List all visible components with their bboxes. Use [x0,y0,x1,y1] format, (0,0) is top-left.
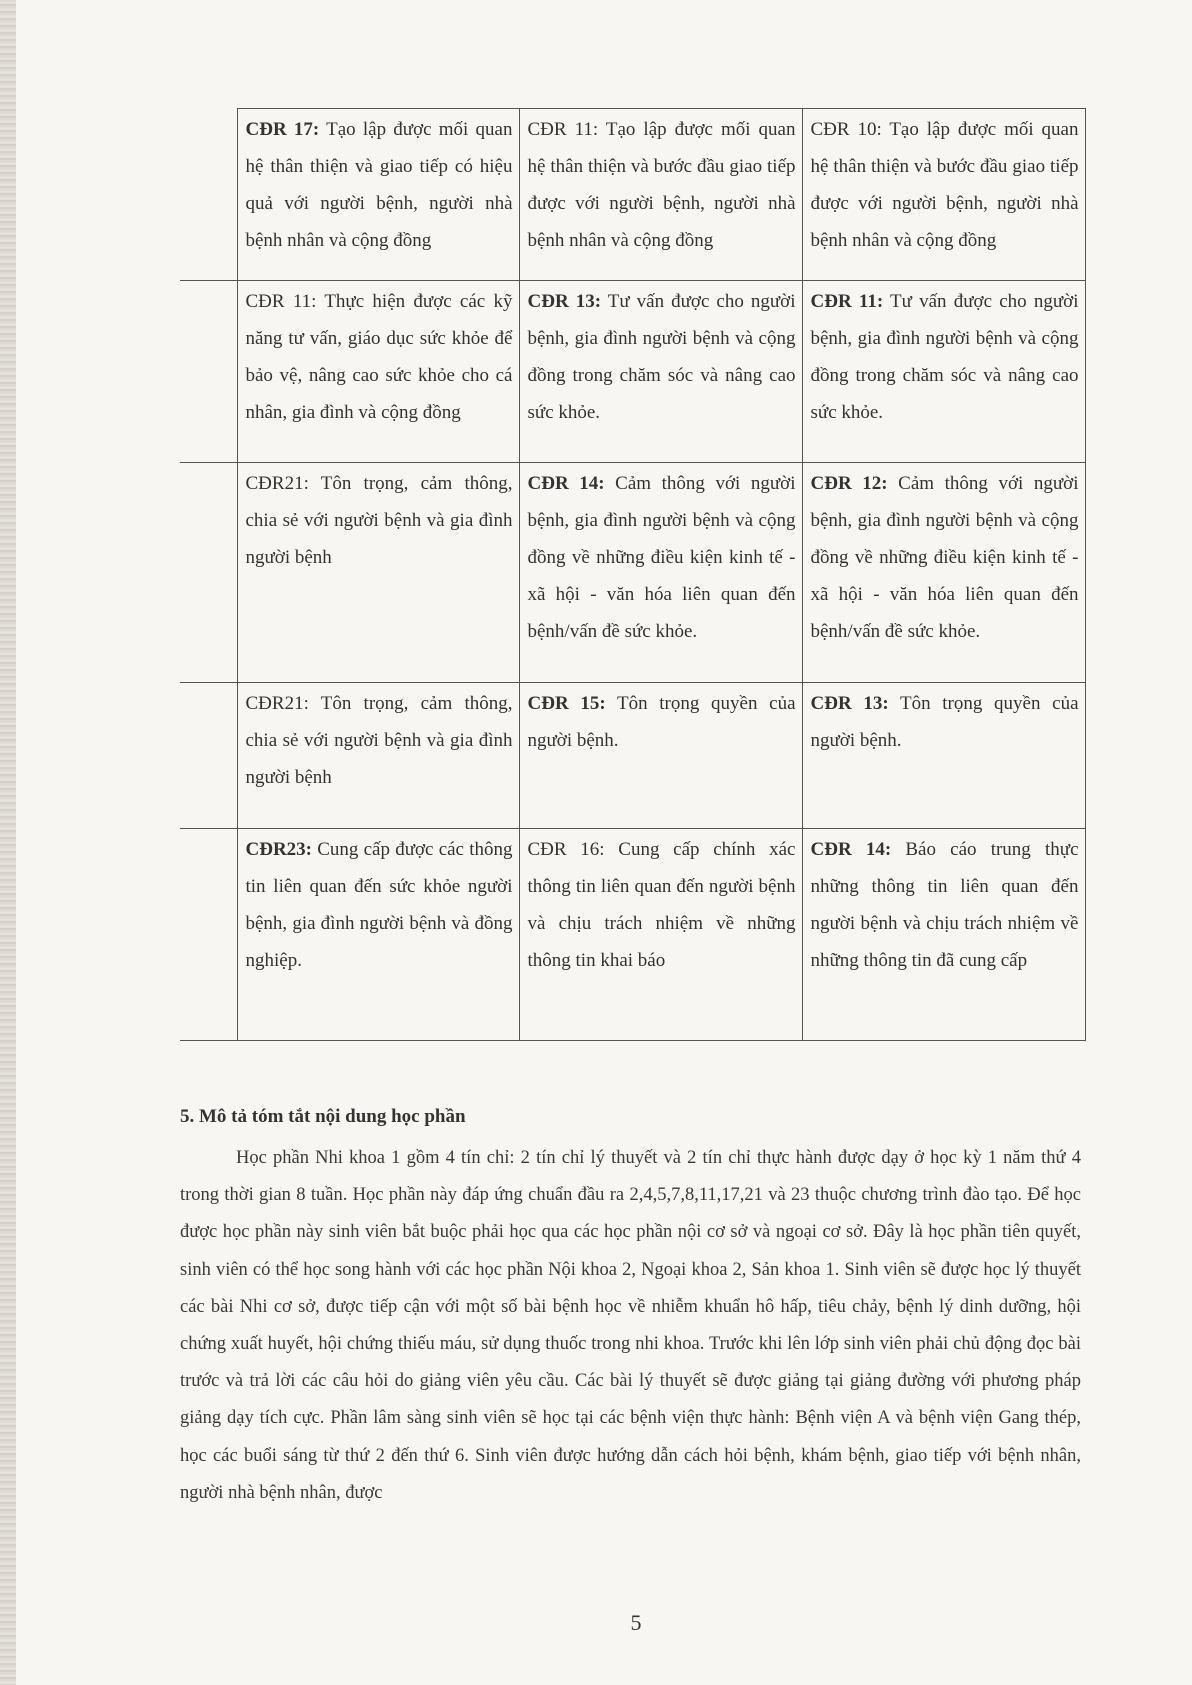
table-cell [237,829,519,1041]
outcome-code: CĐR 14: [810,839,892,860]
blank-cell [180,463,237,683]
table-row [180,109,1085,281]
table-row [180,281,1085,463]
blank-cell [180,683,237,829]
outcome-code: CĐR23: [245,839,312,860]
outcome-text: Tôn trọng, cảm thông, chia sẻ với người bệnh và gia đình người bệnh [245,693,513,788]
table-cell [519,281,802,463]
outcome-code: CĐR 11: [810,291,884,312]
outcome-code: CĐR21: [245,473,309,494]
outcome-code: CĐR 12: [810,473,888,494]
outcome-code: CĐR 11: [527,119,599,140]
table-cell [802,281,1085,463]
table-cell [802,109,1085,281]
outcome-text: Tư vấn được cho người bệnh, gia đình người bệnh và cộng đồng trong chăm sóc và nâng cao sức khỏe. [810,291,1079,423]
table-row [180,829,1085,1041]
outcome-code: CĐR 11: [245,291,317,312]
table-cell [237,683,519,829]
table-cell [519,829,802,1041]
outcome-code: CĐR 14: [527,473,605,494]
outcome-text: Cảm thông với người bệnh, gia đình người bệnh và cộng đồng về những điều kiện kinh tế - xã hội - văn hóa liên quan đến bệnh/vấn đề sức khỏe. [810,473,1079,642]
table-cell [519,683,802,829]
outcome-code: CĐR 13: [810,693,889,714]
outcome-text: Báo cáo trung thực những thông tin liên quan đến người bệnh và chịu trách nhiệm về những thông tin đã cung cấp [810,839,1079,971]
outcome-text: Tạo lập được mối quan hệ thân thiện và giao tiếp có hiệu quả với người bệnh, người nhà bệnh nhân và cộng đồng [245,119,513,251]
outcome-code: CĐR 13: [527,291,602,312]
outcome-text: Cảm thông với người bệnh, gia đình người bệnh và cộng đồng về những điều kiện kinh tế - xã hội - văn hóa liên quan đến bệnh/vấn đề sức khỏe. [527,473,796,642]
outcome-code: CĐR 17: [245,119,320,140]
outcome-text: Tôn trọng, cảm thông, chia sẻ với người bệnh và gia đình người bệnh [245,473,513,568]
table-cell [519,109,802,281]
table-cell [802,683,1085,829]
outcome-text: Tạo lập được mối quan hệ thân thiện và bước đầu giao tiếp được với người bệnh, người nhà bệnh nhân và cộng đồng [527,119,796,251]
table-row [180,463,1085,683]
learning-outcomes-table [180,108,1086,1041]
outcome-text: Cung cấp được các thông tin liên quan đến sức khỏe người bệnh, gia đình người bệnh và đồng nghiệp. [245,839,513,971]
outcome-text: Cung cấp chính xác thông tin liên quan đến người bệnh và chịu trách nhiệm về những thông tin khai báo [527,839,796,971]
table-cell [802,829,1085,1041]
outcome-text: Thực hiện được các kỹ năng tư vấn, giáo dục sức khỏe để bảo vệ, nâng cao sức khỏe cho cá nhân, gia đình và cộng đồng [245,291,513,423]
outcome-code: CĐR 15: [527,693,606,714]
scan-edge-strip [0,0,16,1685]
table-cell [802,463,1085,683]
table-cell [237,463,519,683]
table-cell [519,463,802,683]
blank-cell [180,281,237,463]
outcome-code: CĐR21: [245,693,309,714]
outcome-code: CĐR 10: [810,119,882,140]
blank-cell [180,109,237,281]
table-cell [237,281,519,463]
table-row [180,683,1085,829]
outcome-text: Tư vấn được cho người bệnh, gia đình người bệnh và cộng đồng trong chăm sóc và nâng cao sức khỏe. [527,291,796,423]
outcome-text: Tôn trọng quyền của người bệnh. [810,693,1079,751]
section-paragraph: Học phần Nhi khoa 1 gồm 4 tín chỉ: 2 tín chỉ lý thuyết và 2 tín chỉ thực hành được dạy ở học kỳ 1 năm thứ 4 trong thời gian 8 tuần. Học phần này đáp ứng chuẩn đầu ra 2,4,5,7,8,11,17,21 và 23 thuộc chương trình đào tạo. Để học được học phần này sinh viên bắt buộc phải học qua các học phần nội cơ sở và ngoại cơ sở. Đây là học phần tiên quyết, sinh viên có thể học song hành với các học phần Nội khoa 2, Ngoại khoa 2, Sản khoa 1. Sinh viên sẽ được học lý thuyết các bài Nhi cơ sở, được tiếp cận với một số bài bệnh học về nhiễm khuẩn hô hấp, tiêu chảy, bệnh lý dinh dưỡng, hội chứng xuất huyết, hội chứng thiếu máu, sử dụng thuốc trong nhi khoa. Trước khi lên lớp sinh viên phải chủ động đọc bài trước và trả lời các câu hỏi do giảng viên yêu cầu. Các bài lý thuyết sẽ được giảng tại giảng đường với phương pháp giảng dạy tích cực. Phần lâm sàng sinh viên sẽ học tại các bệnh viện thực hành: Bệnh viện A và bệnh viện Gang thép, học các buổi sáng từ thứ 2 đến thứ 6. Sinh viên được hướng dẫn cách hỏi bệnh, khám bệnh, giao tiếp với bệnh nhân, người nhà bệnh nhân, được [180,1148,1081,1503]
outcome-text: Tôn trọng quyền của người bệnh. [527,693,796,751]
page-number: 5 [630,1610,642,1635]
outcome-code: CĐR 16: [527,839,605,860]
blank-cell [180,829,237,1041]
table-cell [237,109,519,281]
section-heading: 5. Mô tả tóm tắt nội dung học phần [180,1106,466,1127]
outcome-text: Tạo lập được mối quan hệ thân thiện và bước đầu giao tiếp được với người bệnh, người nhà bệnh nhân và cộng đồng [810,119,1079,251]
